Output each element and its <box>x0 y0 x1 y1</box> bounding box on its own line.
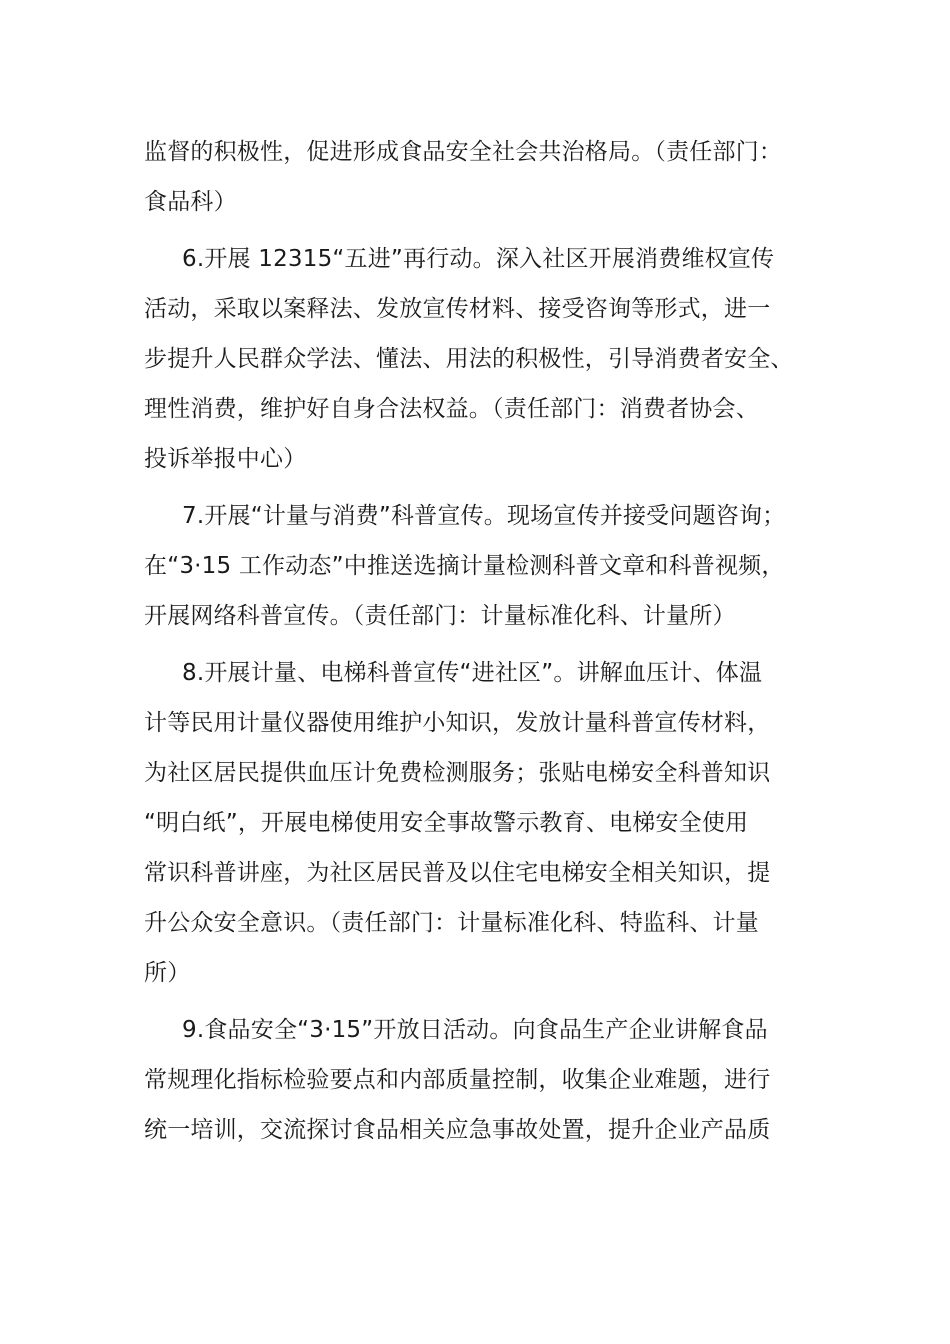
text-line: 步提升人民群众学法、懂法、用法的积极性，引导消费者安全、 <box>144 346 794 372</box>
text-line: 监督的积极性，促进形成食品安全社会共治格局。（责任部门： <box>144 139 783 165</box>
text-line: 常识科普讲座，为社区居民普及以住宅电梯安全相关知识，提 <box>144 860 771 886</box>
text-line: 在“3·15 工作动态”中推送选摘计量检测科普文章和科普视频， <box>144 553 785 579</box>
text-line: 理性消费，维护好自身合法权益。（责任部门：消费者协会、 <box>144 396 759 422</box>
text-line: 开展网络科普宣传。（责任部门：计量标准化科、计量所） <box>144 603 736 629</box>
text-line: 投诉举报中心） <box>144 446 307 472</box>
text-line: 食品科） <box>144 189 237 215</box>
text-line: 计等民用计量仪器使用维护小知识，发放计量科普宣传材料， <box>144 710 771 736</box>
text-line: 活动，采取以案释法、发放宣传材料、接受咨询等形式，进一 <box>144 296 771 322</box>
paragraph-8-first-line: 8.开展计量、电梯科普宣传“进社区”。讲解血压计、体温 <box>182 660 763 686</box>
paragraph-6-first-line: 6.开展 12315“五进”再行动。深入社区开展消费维权宣传 <box>182 246 775 272</box>
text-line: 常规理化指标检验要点和内部质量控制，收集企业难题，进行 <box>144 1067 771 1093</box>
paragraph-7-first-line: 7.开展“计量与消费”科普宣传。现场宣传并接受问题咨询； <box>182 503 786 529</box>
text-line: 所） <box>144 960 191 986</box>
text-line: “明白纸”，开展电梯使用安全事故警示教育、电梯安全使用 <box>144 810 749 836</box>
text-line: 升公众安全意识。（责任部门：计量标准化科、特监科、计量 <box>144 910 759 936</box>
text-line: 为社区居民提供血压计免费检测服务；张贴电梯安全科普知识 <box>144 760 771 786</box>
paragraph-9-first-line: 9.食品安全“3·15”开放日活动。向食品生产企业讲解食品 <box>182 1017 768 1043</box>
text-line: 统一培训，交流探讨食品相关应急事故处置，提升企业产品质 <box>144 1117 771 1143</box>
